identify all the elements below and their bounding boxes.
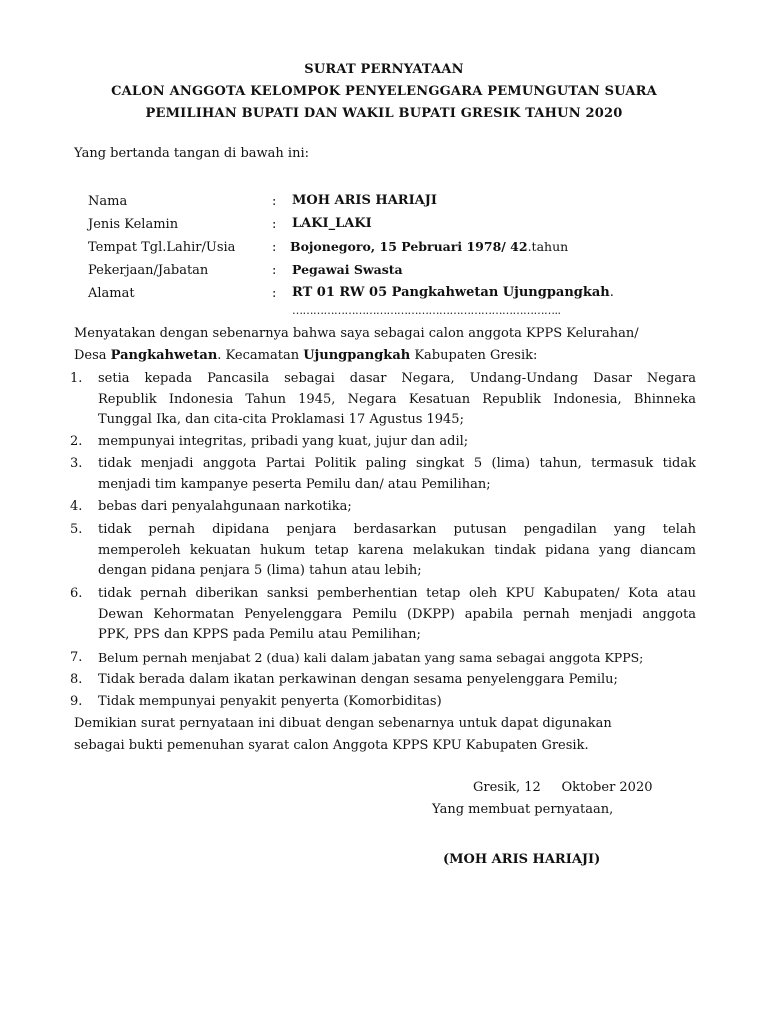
list-item-number: 1. <box>70 371 83 386</box>
list-item-text: Tidak mempunyai penyakit penyerta (Komorbiditas) <box>98 694 442 709</box>
colon: : <box>272 263 277 278</box>
list-item-number: 6. <box>70 586 83 601</box>
label-tempat-tgl-lahir: Tempat Tgl.Lahir/Usia <box>88 240 236 255</box>
colon: : <box>272 240 277 255</box>
colon: : <box>272 194 277 209</box>
list-item-text: Dewan Kehormatan Penyelenggara Pemilu (DKPP) apabila pernah menjadi anggota <box>98 607 696 622</box>
list-item-text: setia kepada Pancasila sebagai dasar Negara, Undang-Undang Dasar Negara <box>98 371 696 386</box>
list-item-number: 3. <box>70 456 83 471</box>
closing-line-2: sebagai bukti pemenuhan syarat calon Anggota KPPS KPU Kabupaten Gresik. <box>74 738 589 753</box>
closing-line-1: Demikian surat pernyataan ini dibuat dengan sebenarnya untuk dapat digunakan <box>74 716 612 731</box>
value-tempat-tgl-lahir <box>290 239 568 254</box>
list-item-text: Belum pernah menjabat 2 (dua) kali dalam jabatan yang sama sebagai anggota KPPS; <box>98 650 644 665</box>
list-item-text: menjadi tim kampanye peserta Pemilu dan/ atau Pemilihan; <box>98 477 491 492</box>
list-item-text: dengan pidana penjara 5 (lima) tahun atau lebih; <box>98 563 422 578</box>
statement-prefix: Desa <box>74 348 111 363</box>
list-item-number: 5. <box>70 522 83 537</box>
signatory-name: (MOH ARIS HARIAJI) <box>443 852 601 867</box>
document-subtitle-2: PEMILIHAN BUPATI DAN WAKIL BUPATI GRESIK TAHUN 2020 <box>145 106 623 121</box>
list-item-text: tidak pernah dipidana penjara berdasarkan putusan pengadilan yang telah <box>98 522 696 537</box>
value-alamat <box>292 285 614 300</box>
list-item-text: bebas dari penyalahgunaan narkotika; <box>98 499 352 514</box>
value-jenis-kelamin: LAKI_LAKI <box>292 216 372 231</box>
list-item-text: tidak pernah diberikan sanksi pemberhentian tetap oleh KPU Kabupaten/ Kota atau <box>98 586 696 601</box>
label-pekerjaan: Pekerjaan/Jabatan <box>88 263 209 278</box>
value-nama: MOH ARIS HARIAJI <box>292 193 437 208</box>
village-name: Pangkahwetan <box>110 348 218 363</box>
list-item-text: PPK, PPS dan KPPS pada Pemilu atau Pemilihan; <box>98 627 421 642</box>
statement-line-1: Menyatakan dengan sebenarnya bahwa saya sebagai calon anggota KPPS Kelurahan/ <box>74 326 639 341</box>
list-item-text: Republik Indonesia Tahun 1945, Negara Kesatuan Republik Indonesia, Bhinneka <box>98 392 696 407</box>
signature-caption: Yang membuat pernyataan, <box>432 802 614 817</box>
list-item-text: tidak menjadi anggota Partai Politik paling singkat 5 (lima) tahun, termasuk tidak <box>98 456 696 471</box>
colon: : <box>272 217 277 232</box>
district-name: Ujungpangkah <box>303 348 411 363</box>
list-item-text: mempunyai integritas, pribadi yang kuat, jujur dan adil; <box>98 434 469 449</box>
document-subtitle-1: CALON ANGGOTA KELOMPOK PENYELENGGARA PEMUNGUTAN SUARA <box>111 84 657 99</box>
address-suffix: . <box>609 285 614 300</box>
label-jenis-kelamin: Jenis Kelamin <box>88 217 179 232</box>
list-item-text: Tidak berada dalam ikatan perkawinan dengan sesama penyelenggara Pemilu; <box>98 672 618 687</box>
document-title: SURAT PERNYATAAN <box>304 62 464 77</box>
age-suffix: .tahun <box>527 239 569 254</box>
value-pekerjaan: Pegawai Swasta <box>292 262 403 277</box>
list-item-number: 9. <box>70 694 83 709</box>
list-item-number: 2. <box>70 434 83 449</box>
address-text: RT 01 RW 05 Pangkahwetan Ujungpangkah <box>292 285 610 300</box>
colon: : <box>272 286 277 301</box>
list-item-text: memperoleh kekuatan hukum tetap karena melakukan tindak pidana yang diancam <box>98 543 696 558</box>
list-item-number: 7. <box>70 650 83 665</box>
list-item-text: Tunggal Ika, dan cita-cita Proklamasi 17 Agustus 1945; <box>98 412 464 427</box>
address-dotted-line: ………………………………………………………………….. <box>292 304 561 317</box>
birth-place-date: Bojonegoro, 15 Pebruari 1978/ 42 <box>290 239 528 254</box>
intro-text: Yang bertanda tangan di bawah ini: <box>74 146 309 161</box>
statement-suffix: Kabupaten Gresik: <box>410 348 538 363</box>
statement-line-2 <box>74 348 537 363</box>
list-item-number: 8. <box>70 672 83 687</box>
place-date: Gresik, 12 Oktober 2020 <box>473 780 653 795</box>
list-item-number: 4. <box>70 499 83 514</box>
statement-mid: . Kecamatan <box>217 348 304 363</box>
label-alamat: Alamat <box>88 286 135 301</box>
label-nama: Nama <box>88 194 128 209</box>
